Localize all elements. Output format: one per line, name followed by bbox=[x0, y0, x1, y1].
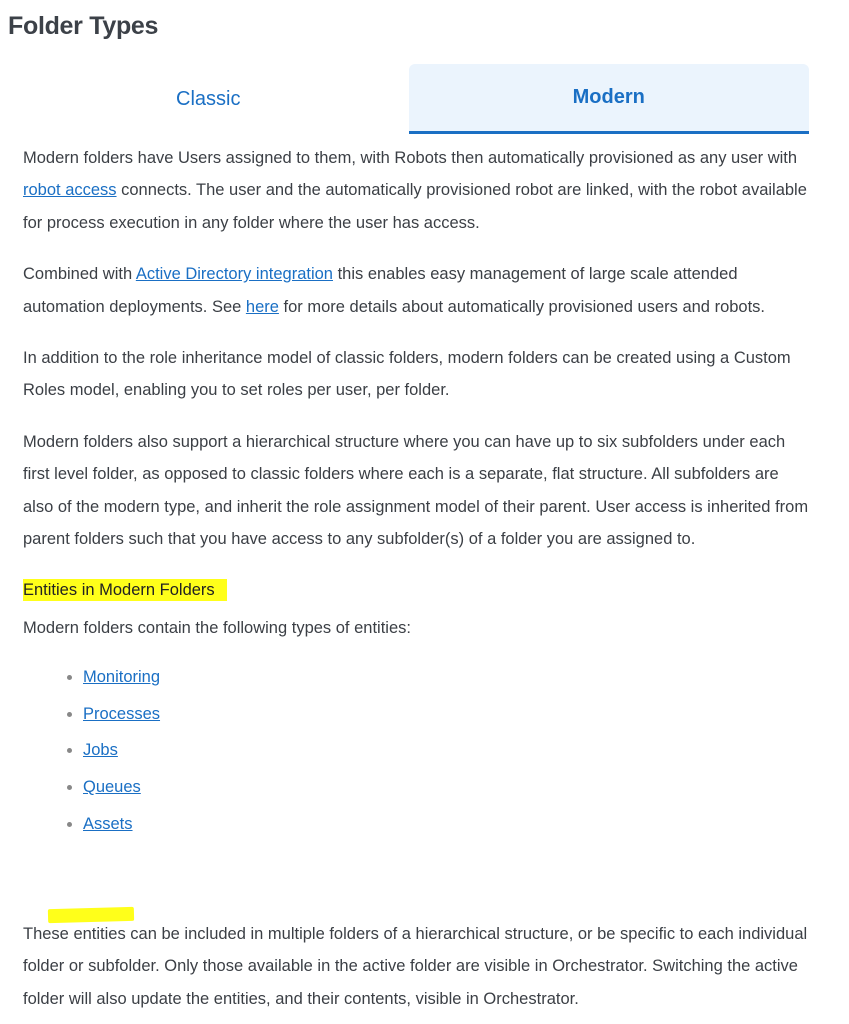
list-item bbox=[83, 659, 813, 696]
entities-heading-wrap bbox=[23, 574, 813, 602]
robot-access-link[interactable]: robot access bbox=[23, 181, 117, 200]
list-item bbox=[83, 696, 813, 733]
text: for more details about automatically provisioned users and robots. bbox=[278, 297, 766, 316]
text: connects. The user and the automatically provisioned robot are linked, with the robot available for process execution in any folder where the user has access. bbox=[23, 181, 807, 232]
monitoring-link[interactable]: Monitoring bbox=[83, 667, 161, 686]
active-directory-link[interactable]: Active Directory integration bbox=[135, 265, 333, 284]
paragraph-active-directory bbox=[23, 258, 813, 323]
folder-type-tabs bbox=[8, 64, 809, 134]
entities-heading: Entities in Modern Folders bbox=[23, 579, 227, 601]
here-link[interactable]: here bbox=[245, 297, 279, 316]
text: this enables easy management of large scale attended automation deployments. See bbox=[23, 265, 738, 316]
list-item bbox=[83, 806, 813, 843]
page-title: Folder Types bbox=[8, 12, 159, 40]
list-item bbox=[83, 769, 813, 806]
text: Modern folders have Users assigned to them, with Robots then automatically provisioned as any user with bbox=[23, 149, 798, 167]
paragraph-closing: These entities can be included in multiple folders of a hierarchical structure, or be specific to each individual folder or subfolder. Only those available in the active folder are visible in Orchestrator. Switching the active folder will also update the entities, and their contents, visible in Orchestrator. bbox=[23, 925, 808, 1008]
tab-content bbox=[23, 142, 813, 843]
text: Combined with bbox=[23, 265, 136, 284]
tab-classic[interactable]: Classic bbox=[176, 87, 241, 110]
entities-list bbox=[23, 659, 813, 843]
assets-link[interactable]: Assets bbox=[83, 815, 133, 834]
queues-link[interactable]: Queues bbox=[83, 778, 141, 797]
tab-modern[interactable]: Modern bbox=[409, 64, 810, 134]
jobs-link[interactable]: Jobs bbox=[83, 741, 118, 760]
processes-link[interactable]: Processes bbox=[83, 704, 161, 723]
paragraph-hierarchy: Modern folders also support a hierarchical structure where you can have up to six subfolders under each first level folder, as opposed to classic folders where each is a separate, flat structure. All subfolders are also of the modern type, and inherit the role assignment model of their parent. User access is inherited from parent folders such that you have access to any subfolder(s) of a folder you are assigned to. bbox=[23, 432, 809, 549]
list-item bbox=[83, 732, 813, 769]
paragraph-robot-access bbox=[23, 142, 813, 239]
paragraph-custom-roles: In addition to the role inheritance model of classic folders, modern folders can be created using a Custom Roles model, enabling you to set roles per user, per folder. bbox=[23, 349, 791, 400]
entities-intro: Modern folders contain the following types of entities: bbox=[23, 619, 411, 638]
